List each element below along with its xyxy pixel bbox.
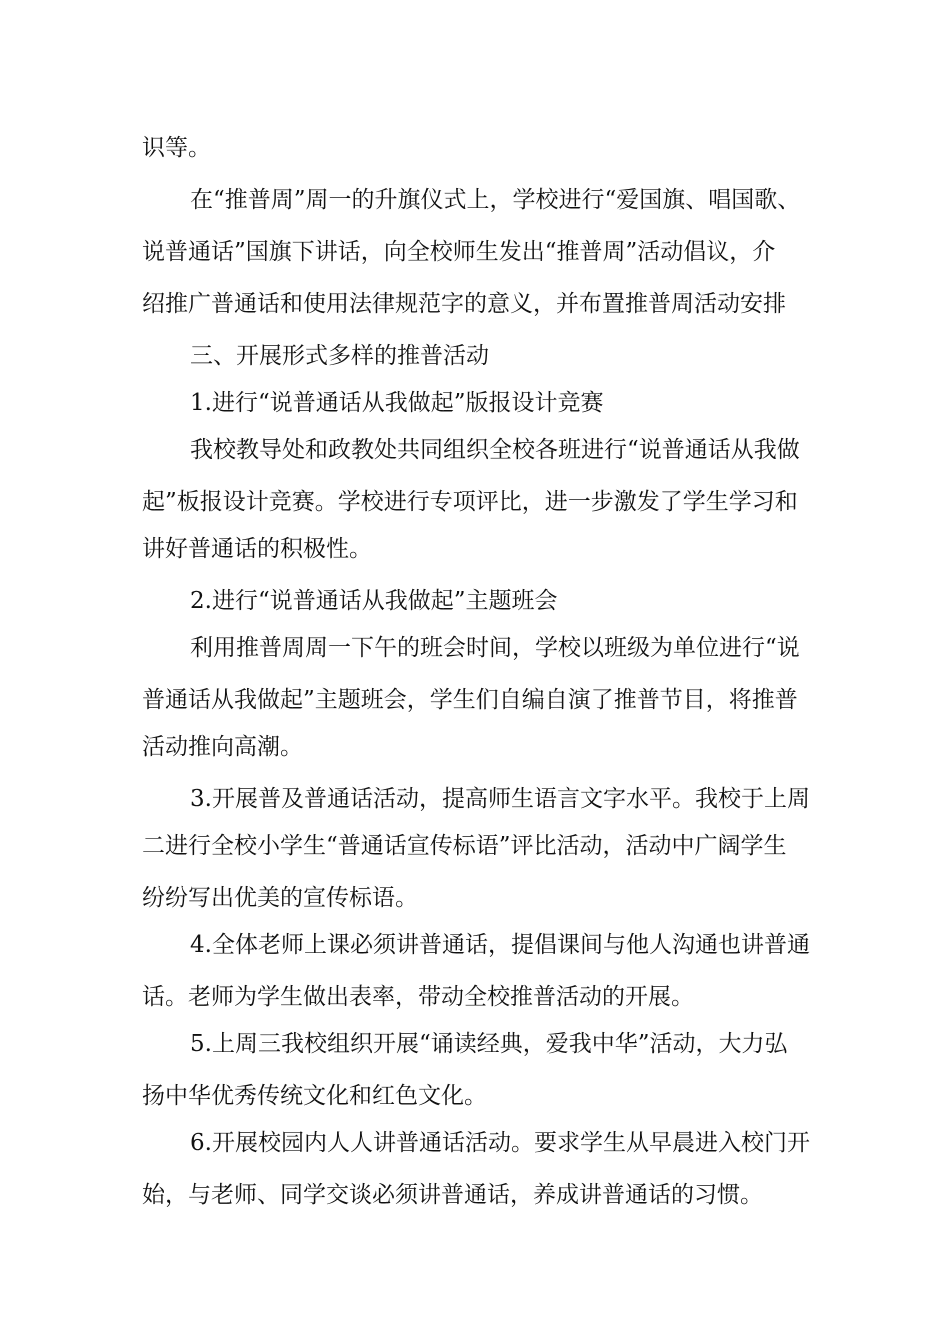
- paragraph-line: 识等。: [142, 135, 211, 161]
- paragraph-line: 利用推普周周一下午的班会时间，学校以班级为单位进行“说: [190, 635, 800, 661]
- paragraph-line: 扬中华优秀传统文化和红色文化。: [142, 1083, 487, 1109]
- paragraph-line: 纷纷写出优美的宣传标语。: [142, 885, 418, 911]
- section-heading: 三、开展形式多样的推普活动: [190, 343, 489, 369]
- paragraph-line: 活动推向高潮。: [142, 734, 303, 760]
- paragraph-line: 4.全体老师上课必须讲普通话，提倡课间与他人沟通也讲普通: [190, 932, 810, 958]
- paragraph-line: 讲好普通话的积极性。: [142, 536, 372, 562]
- paragraph-line: 绍推广普通话和使用法律规范字的意义，并布置推普周活动安排: [142, 291, 786, 317]
- paragraph-line: 普通话从我做起”主题班会，学生们自编自演了推普节目，将推普: [142, 687, 798, 713]
- paragraph-line: 我校教导处和政教处共同组织全校各班进行“说普通话从我做: [190, 437, 800, 463]
- paragraph-line: 说普通话”国旗下讲话，向全校师生发出“推普周”活动倡议，介: [142, 239, 776, 265]
- subsection-heading: 1.进行“说普通话从我做起”版报设计竞赛: [190, 390, 604, 416]
- paragraph-line: 话。老师为学生做出表率，带动全校推普活动的开展。: [142, 984, 694, 1010]
- paragraph-line: 始，与老师、同学交谈必须讲普通话，养成讲普通话的习惯。: [142, 1182, 763, 1208]
- paragraph-line: 起”板报设计竞赛。学校进行专项评比，进一步激发了学生学习和: [142, 489, 798, 515]
- subsection-heading: 2.进行“说普通话从我做起”主题班会: [190, 588, 558, 614]
- paragraph-line: 在“推普周”周一的升旗仪式上，学校进行“爱国旗、唱国歌、: [190, 187, 801, 213]
- paragraph-line: 3.开展普及普通话活动，提高师生语言文字水平。我校于上周: [190, 786, 810, 812]
- paragraph-line: 6.开展校园内人人讲普通话活动。要求学生从早晨进入校门开: [190, 1130, 810, 1156]
- paragraph-line: 二进行全校小学生“普通话宣传标语”评比活动，活动中广阔学生: [142, 833, 787, 859]
- paragraph-line: 5.上周三我校组织开展“诵读经典，爱我中华”活动，大力弘: [190, 1031, 788, 1057]
